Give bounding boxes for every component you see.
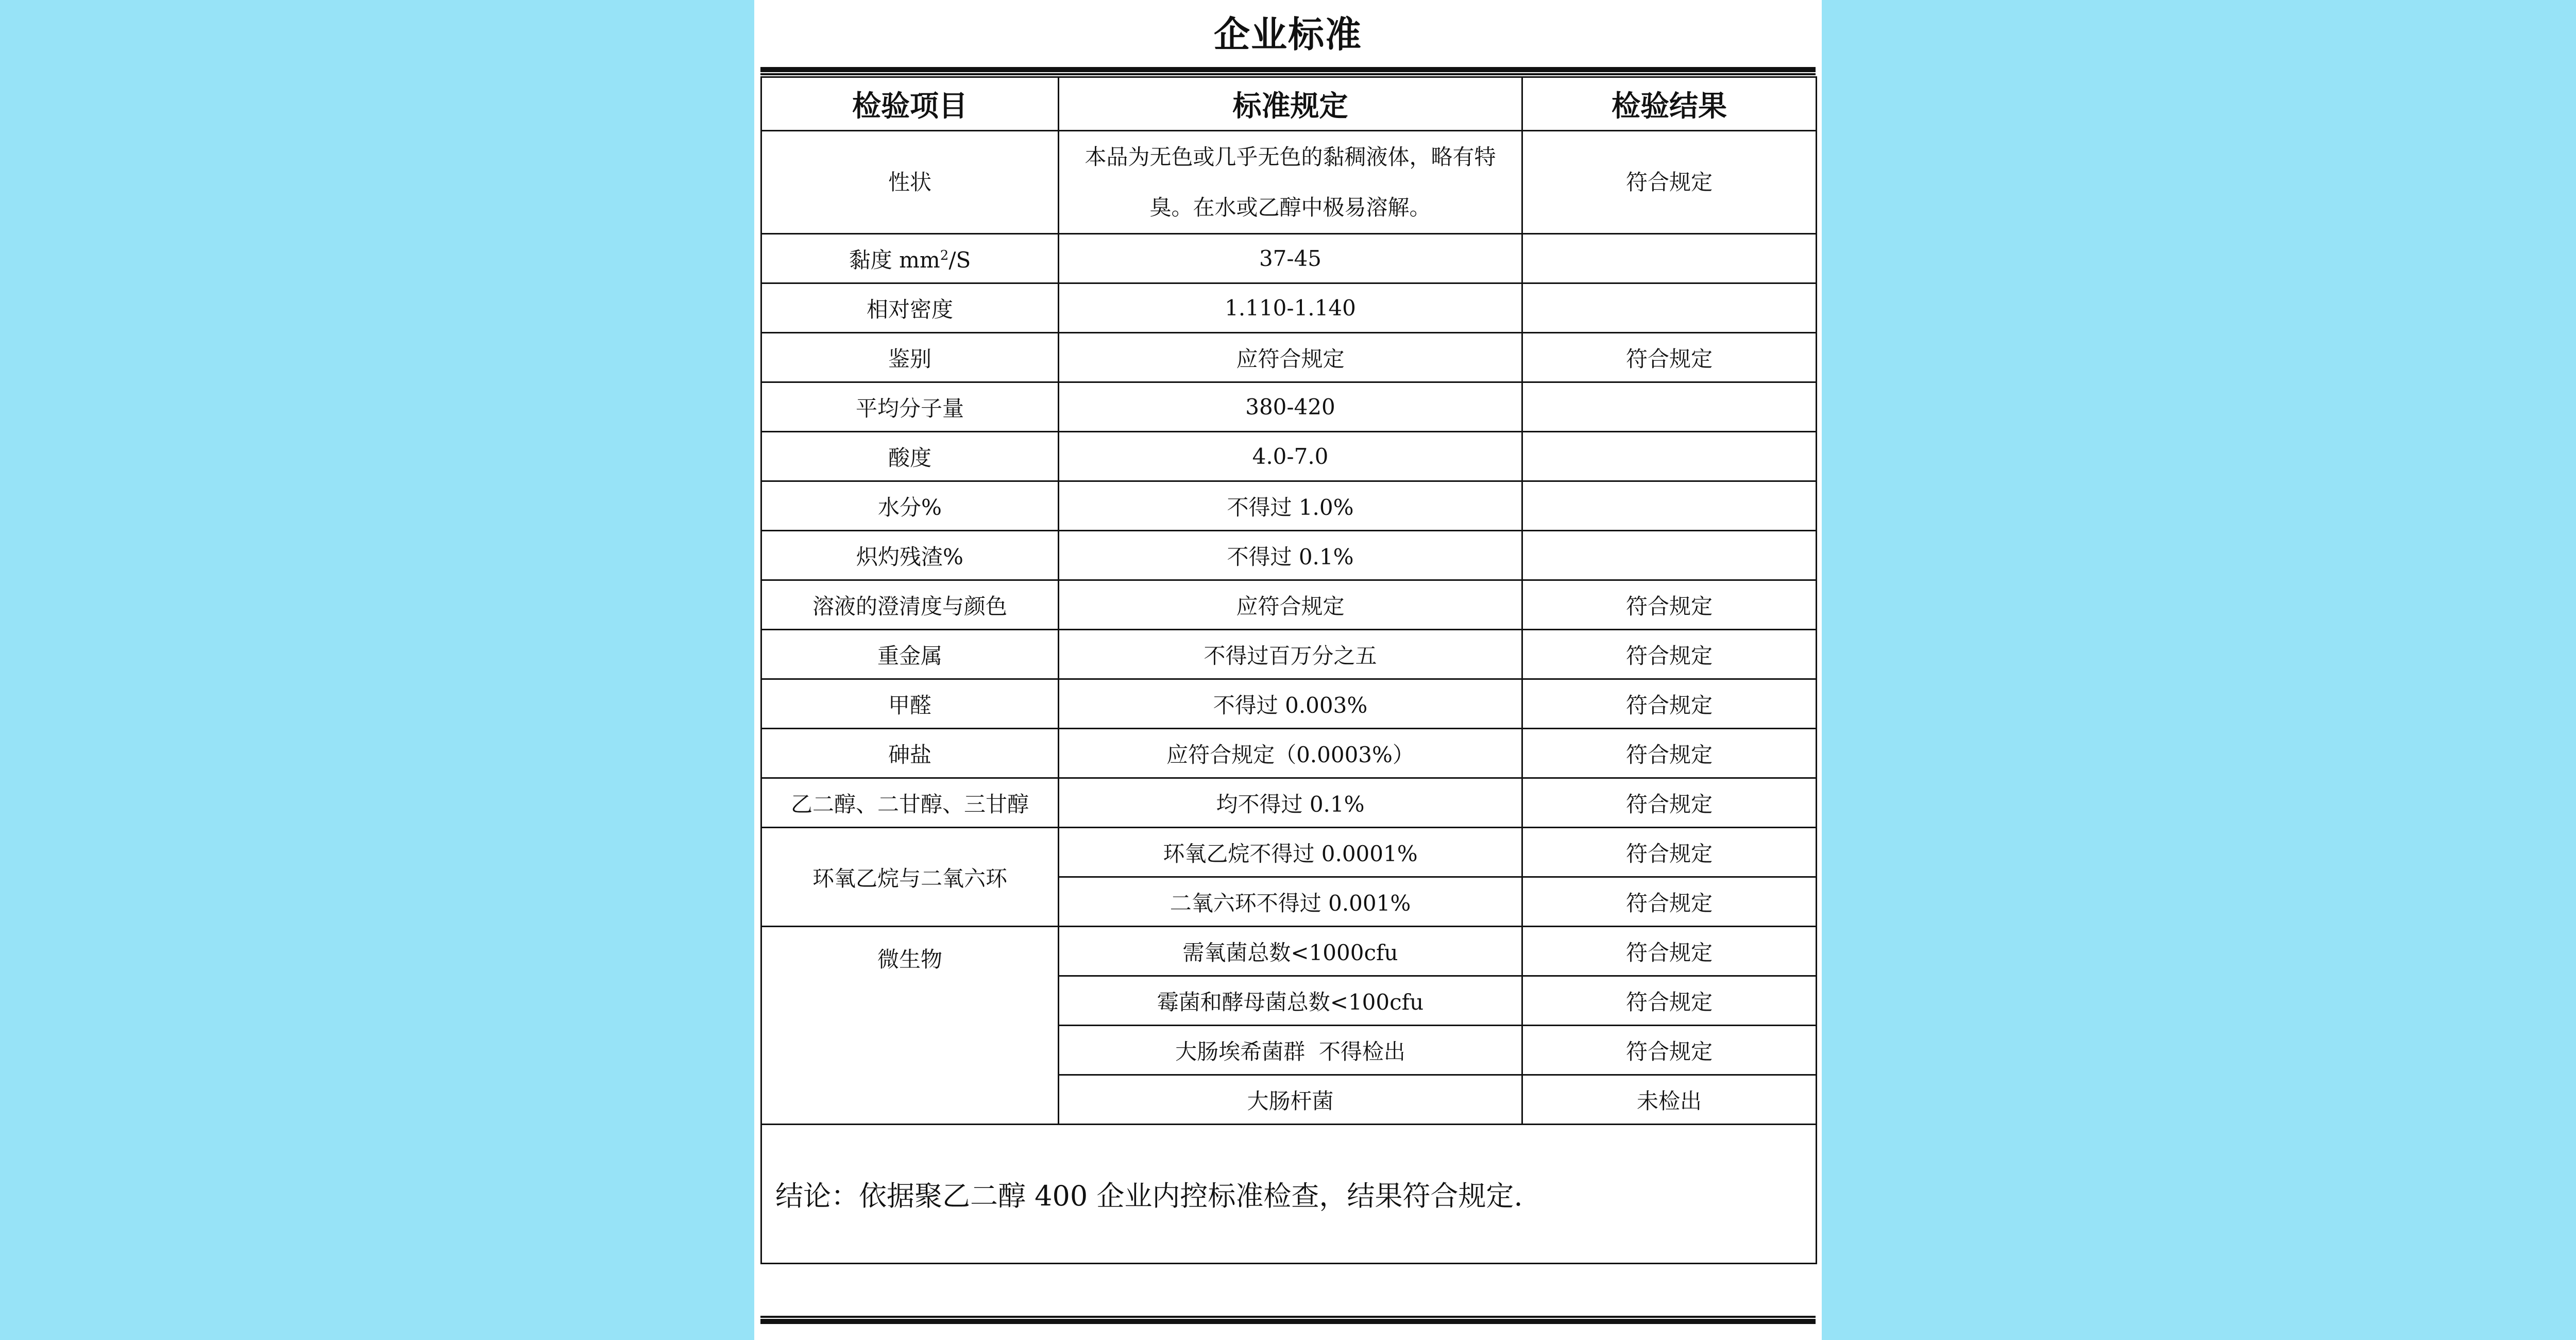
result-cell: 未检出 xyxy=(1522,1075,1817,1125)
table-row xyxy=(761,630,1817,679)
result-cell: 符合规定 xyxy=(1522,580,1817,630)
standard-cell: 大肠杆菌 xyxy=(1059,1075,1522,1125)
header-rule-thick xyxy=(760,67,1816,72)
standard-cell: 环氧乙烷不得过 0.0001% xyxy=(1059,828,1522,877)
conclusion-text: 结论：依据聚乙二醇 400 企业内控标准检查，结果符合规定. xyxy=(761,1125,1817,1264)
table-row xyxy=(761,283,1817,333)
result-cell: 符合规定 xyxy=(1522,877,1817,927)
item-cell: 水分% xyxy=(761,481,1059,531)
result-cell: 符合规定 xyxy=(1522,976,1817,1026)
standard-cell: 1.110-1.140 xyxy=(1059,283,1522,333)
item-cell xyxy=(761,234,1059,283)
standard-cell: 霉菌和酵母菌总数<100cfu xyxy=(1059,976,1522,1026)
item-cell: 溶液的澄清度与颜色 xyxy=(761,580,1059,630)
item-cell: 炽灼残渣% xyxy=(761,531,1059,580)
item-cell: 酸度 xyxy=(761,432,1059,481)
result-cell: 符合规定 xyxy=(1522,927,1817,976)
header-result: 检验结果 xyxy=(1522,77,1817,131)
item-cell: 重金属 xyxy=(761,630,1059,679)
standard-cell: 不得过百万分之五 xyxy=(1059,630,1522,679)
standard-cell: 不得过 1.0% xyxy=(1059,481,1522,531)
header-rule-thin xyxy=(760,73,1816,75)
standards-table xyxy=(760,76,1817,1264)
result-cell: 符合规定 xyxy=(1522,131,1817,234)
table-row xyxy=(761,333,1817,382)
document-title: 企业标准 xyxy=(1214,13,1362,56)
standard-cell: 需氧菌总数<1000cfu xyxy=(1059,927,1522,976)
conclusion-row xyxy=(761,1125,1817,1264)
result-cell xyxy=(1522,382,1817,432)
table-header-row xyxy=(761,77,1817,131)
standard-cell: 380-420 xyxy=(1059,382,1522,432)
standard-cell: 37-45 xyxy=(1059,234,1522,283)
document-page xyxy=(754,0,1822,1340)
table-row xyxy=(761,927,1817,976)
item-text: 黏度 mm xyxy=(849,247,940,273)
result-cell: 符合规定 xyxy=(1522,333,1817,382)
table-row xyxy=(761,481,1817,531)
standard-cell: 4.0-7.0 xyxy=(1059,432,1522,481)
item-cell: 砷盐 xyxy=(761,729,1059,778)
result-cell: 符合规定 xyxy=(1522,828,1817,877)
standard-cell: 应符合规定 xyxy=(1059,333,1522,382)
result-cell: 符合规定 xyxy=(1522,1026,1817,1075)
standard-cell: 大肠埃希菌群 不得检出 xyxy=(1059,1026,1522,1075)
standard-cell: 应符合规定 xyxy=(1059,580,1522,630)
result-cell xyxy=(1522,234,1817,283)
table-row xyxy=(761,729,1817,778)
footer-rule-thick xyxy=(760,1319,1816,1324)
standard-cell: 本品为无色或几乎无色的黏稠液体，略有特臭。在水或乙醇中极易溶解。 xyxy=(1059,131,1522,234)
item-cell: 甲醛 xyxy=(761,679,1059,729)
item-cell: 鉴别 xyxy=(761,333,1059,382)
table-row xyxy=(761,234,1817,283)
table-row xyxy=(761,131,1817,234)
table-row xyxy=(761,382,1817,432)
result-cell xyxy=(1522,283,1817,333)
item-cell: 相对密度 xyxy=(761,283,1059,333)
item-cell: 微生物 xyxy=(761,927,1059,1125)
item-text-suffix: /S xyxy=(948,247,971,273)
header-item: 检验项目 xyxy=(761,77,1059,131)
result-cell xyxy=(1522,481,1817,531)
table-row xyxy=(761,679,1817,729)
result-cell: 符合规定 xyxy=(1522,729,1817,778)
footer-rule-thin xyxy=(760,1316,1816,1318)
standard-cell: 不得过 0.1% xyxy=(1059,531,1522,580)
standard-cell: 不得过 0.003% xyxy=(1059,679,1522,729)
header-standard: 标准规定 xyxy=(1059,77,1522,131)
result-cell: 符合规定 xyxy=(1522,679,1817,729)
standard-cell: 均不得过 0.1% xyxy=(1059,778,1522,828)
item-cell: 性状 xyxy=(761,131,1059,234)
item-superscript: 2 xyxy=(940,247,949,263)
table-row xyxy=(761,778,1817,828)
table-row xyxy=(761,828,1817,877)
result-cell xyxy=(1522,531,1817,580)
item-cell: 乙二醇、二甘醇、三甘醇 xyxy=(761,778,1059,828)
table-row xyxy=(761,432,1817,481)
item-cell: 环氧乙烷与二氧六环 xyxy=(761,828,1059,927)
item-cell: 平均分子量 xyxy=(761,382,1059,432)
result-cell xyxy=(1522,432,1817,481)
standard-cell: 应符合规定（0.0003%） xyxy=(1059,729,1522,778)
standard-cell: 二氧六环不得过 0.001% xyxy=(1059,877,1522,927)
table-row xyxy=(761,531,1817,580)
table-row xyxy=(761,580,1817,630)
result-cell: 符合规定 xyxy=(1522,778,1817,828)
result-cell: 符合规定 xyxy=(1522,630,1817,679)
